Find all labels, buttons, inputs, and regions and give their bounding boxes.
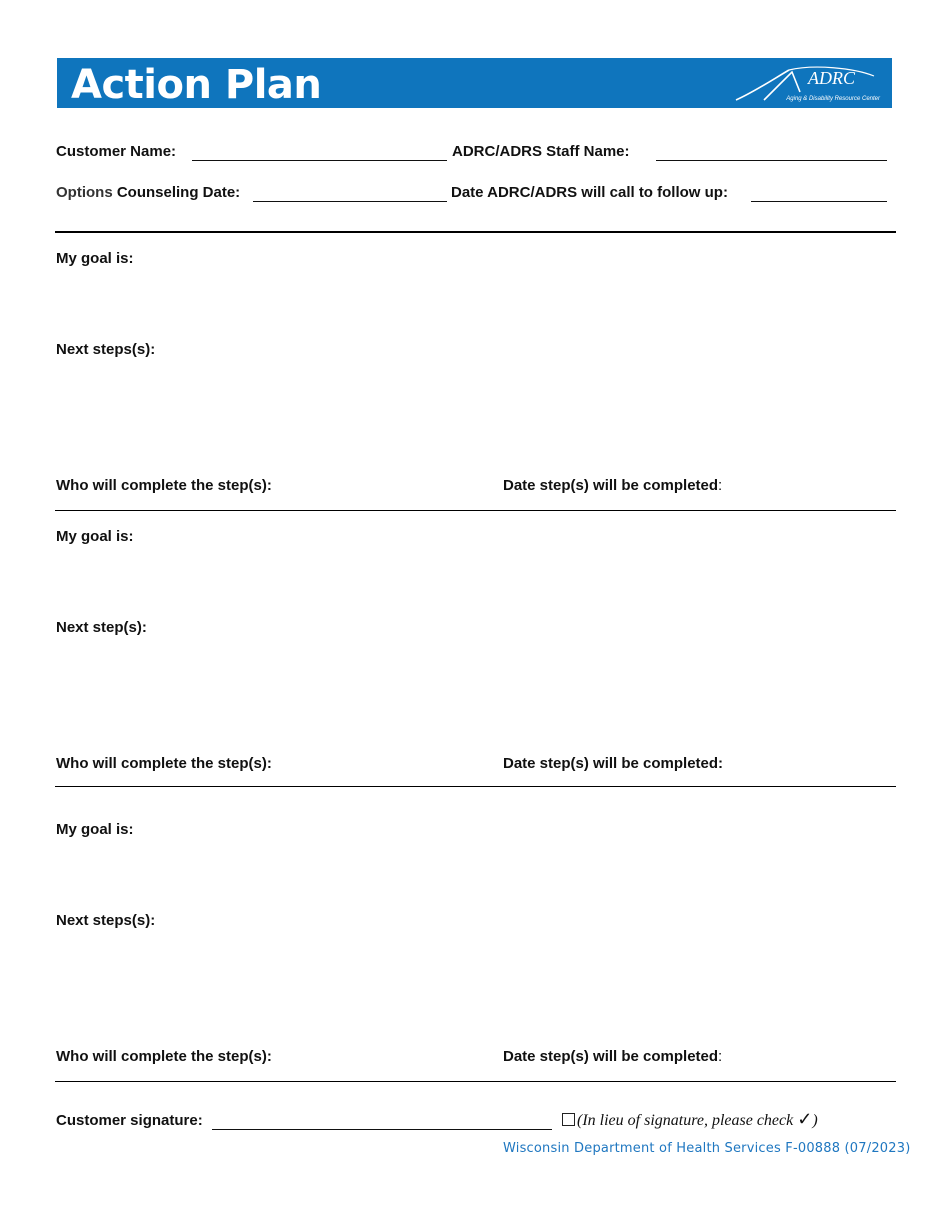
who-completes-label: Who will complete the step(s): (56, 1048, 272, 1065)
counseling-date-label (56, 184, 240, 201)
logo-subtitle: Aging & Disability Resource Center (786, 96, 880, 102)
goal-label: My goal is: (56, 250, 134, 267)
completion-date-text: Date step(s) will be completed (503, 477, 719, 494)
check-mark-icon: ✓ (797, 1109, 813, 1129)
who-completes-label: Who will complete the step(s): (56, 477, 272, 494)
goal-label: My goal is: (56, 821, 134, 838)
completion-date-label (503, 477, 722, 494)
next-steps-label: Next step(s): (56, 619, 147, 636)
adrc-logo (734, 62, 884, 104)
page-title: Action Plan (71, 62, 322, 108)
completion-date-text: Date step(s) will be completed (503, 1048, 719, 1065)
completion-date-text: Date step(s) will be completed: (503, 755, 724, 772)
follow-up-date-field[interactable] (751, 201, 887, 202)
completion-date-label (503, 755, 723, 772)
follow-up-date-label: Date ADRC/ADRS will call to follow up: (451, 184, 728, 201)
next-steps-label: Next steps(s): (56, 912, 156, 929)
signature-waiver (562, 1109, 818, 1130)
staff-name-field[interactable] (656, 160, 887, 161)
form-footer: Wisconsin Department of Health Services F-00888 (07/2023) (503, 1141, 911, 1156)
completion-date-label (503, 1048, 722, 1065)
section-divider (55, 1081, 896, 1082)
completion-date-colon: : (718, 1048, 723, 1065)
staff-name-label: ADRC/ADRS Staff Name: (452, 143, 630, 160)
customer-name-field[interactable] (192, 160, 447, 161)
customer-name-label: Customer Name: (56, 143, 177, 160)
next-steps-label: Next steps(s): (56, 341, 156, 358)
signature-waiver-close: ) (812, 1112, 818, 1129)
counseling-date-prefix: Options (56, 184, 113, 201)
counseling-date-rest: Counseling Date: (112, 184, 241, 201)
signature-field[interactable] (212, 1129, 552, 1130)
signature-label: Customer signature: (56, 1112, 203, 1129)
goal-label: My goal is: (56, 528, 134, 545)
section-divider (55, 786, 896, 787)
signature-waiver-checkbox[interactable] (562, 1113, 575, 1126)
who-completes-label: Who will complete the step(s): (56, 755, 272, 772)
signature-waiver-text: (In lieu of signature, please check (577, 1112, 798, 1129)
completion-date-colon: : (718, 477, 723, 494)
svg-text:ADRC: ADRC (808, 68, 855, 88)
section-divider (55, 231, 896, 233)
counseling-date-field[interactable] (253, 201, 447, 202)
header-banner (57, 58, 892, 108)
section-divider (55, 510, 896, 511)
